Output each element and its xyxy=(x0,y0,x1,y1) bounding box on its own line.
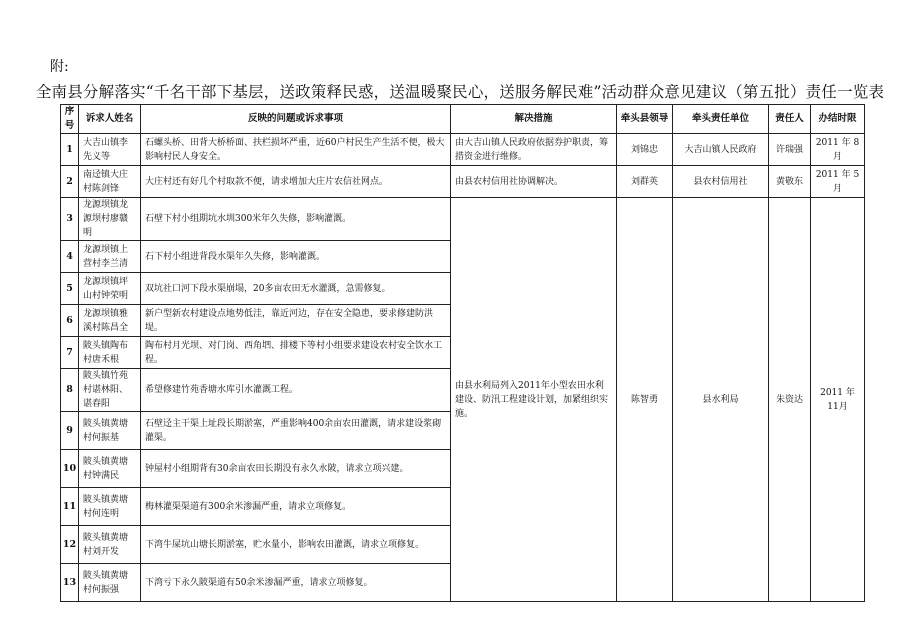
row-name: 龙源坝镇坪山村钟荣明 xyxy=(79,273,141,305)
header-person: 责任人 xyxy=(769,105,811,134)
row-name: 陂头镇竹苑村谌林阳、谌春阳 xyxy=(79,369,141,412)
row-issue: 石下村小组进背段水渠年久失修，影响灌溉。 xyxy=(141,241,451,273)
row-unit: 县水利局 xyxy=(673,198,769,602)
row-seq: 1 xyxy=(61,134,79,166)
row-issue: 下湾亏下永久陂渠道有50余米渗漏严重，请求立项修复。 xyxy=(141,564,451,602)
row-leader: 陈智勇 xyxy=(617,198,673,602)
row-issue: 下湾牛屎坑山塘长期淤塞，贮水量小，影响农田灌溉，请求立项修复。 xyxy=(141,526,451,564)
row-issue: 石壁下村小组期坑水圳300米年久失修，影响灌溉。 xyxy=(141,198,451,241)
header-name: 诉求人姓名 xyxy=(79,105,141,134)
responsibility-table xyxy=(60,104,865,602)
row-seq: 2 xyxy=(61,166,79,198)
header-leader: 牵头县领导 xyxy=(617,105,673,134)
row-issue: 大庄村还有好几个村取款不便，请求增加大庄片农信社网点。 xyxy=(141,166,451,198)
row-solution: 由县水利局列入2011年小型农田水利建设、防汛工程建设计划，加紧组织实施。 xyxy=(451,198,617,602)
row-seq: 5 xyxy=(61,273,79,305)
row-name: 陂头镇黄塘村何连明 xyxy=(79,488,141,526)
row-seq: 11 xyxy=(61,488,79,526)
row-seq: 12 xyxy=(61,526,79,564)
row-solution: 由大吉山镇人民政府依据券护职责，筹措资金进行维修。 xyxy=(451,134,617,166)
row-seq: 6 xyxy=(61,305,79,337)
row-seq: 13 xyxy=(61,564,79,602)
header-deadline: 办结时限 xyxy=(811,105,865,134)
row-person: 许瑞强 xyxy=(769,134,811,166)
row-unit: 大吉山镇人民政府 xyxy=(673,134,769,166)
row-issue: 梅林灌渠渠道有300余米渗漏严重，请求立项修复。 xyxy=(141,488,451,526)
prefix-label: 附: xyxy=(50,59,69,75)
row-deadline: 2011 年 5月 xyxy=(811,166,865,198)
row-seq: 4 xyxy=(61,241,79,273)
header-seq: 序号 xyxy=(61,105,79,134)
document-title: 全南县分解落实“千名干部下基层，送政策释民惑，送温暖聚民心，送服务解民难”活动群众意见建议（第五批）责任一览表 xyxy=(35,83,885,101)
row-seq: 3 xyxy=(61,198,79,241)
row-name: 大吉山镇李先义等 xyxy=(79,134,141,166)
row-issue: 石螺头桥、田背大桥桥面、扶栏损坏严重，近60户村民生产生活不便，极大影响村民人身安全。 xyxy=(141,134,451,166)
row-leader: 刘群英 xyxy=(617,166,673,198)
row-name: 龙源坝镇龙源坝村廖赣明 xyxy=(79,198,141,241)
row-name: 南迳镇大庄村陈剑锋 xyxy=(79,166,141,198)
row-seq: 8 xyxy=(61,369,79,412)
row-name: 龙源坝镇雅溪村陈昌全 xyxy=(79,305,141,337)
row-seq: 10 xyxy=(61,450,79,488)
table-row xyxy=(61,134,865,166)
row-issue: 双坑社口河下段水渠崩塌，20多亩农田无水灌溉，急需修复。 xyxy=(141,273,451,305)
row-name: 陂头镇黄塘村何振基 xyxy=(79,412,141,450)
row-name: 陂头镇黄塘村刘开发 xyxy=(79,526,141,564)
row-seq: 7 xyxy=(61,337,79,369)
row-issue: 陶布村月光坝、对门岗、西角垇、排楼下等村小组要求建设农村安全饮水工程。 xyxy=(141,337,451,369)
row-person: 黄敬东 xyxy=(769,166,811,198)
table-row xyxy=(61,166,865,198)
row-name: 陂头镇黄塘村钟满民 xyxy=(79,450,141,488)
row-unit: 县农村信用社 xyxy=(673,166,769,198)
row-deadline: 2011 年 11月 xyxy=(811,198,865,602)
row-issue: 钟屋村小组期背有30余亩农田长期没有永久水陂，请求立项兴建。 xyxy=(141,450,451,488)
row-person: 朱资达 xyxy=(769,198,811,602)
row-name: 陂头镇陶布村唐禾根 xyxy=(79,337,141,369)
row-solution: 由县农村信用社协调解决。 xyxy=(451,166,617,198)
row-deadline: 2011 年 8月 xyxy=(811,134,865,166)
row-name: 龙源坝镇上营村李兰清 xyxy=(79,241,141,273)
header-row xyxy=(61,105,865,134)
row-seq: 9 xyxy=(61,412,79,450)
row-name: 陂头镇黄塘村何振强 xyxy=(79,564,141,602)
row-issue: 石壁迳主干渠上址段长期淤塞，严重影响400余亩农田灌溉，请求建设浆砌灌渠。 xyxy=(141,412,451,450)
header-issue: 反映的问题或诉求事项 xyxy=(141,105,451,134)
row-issue: 希望修建竹苑香塘水库引水灌溉工程。 xyxy=(141,369,451,412)
table-row xyxy=(61,198,865,241)
row-leader: 刘锦忠 xyxy=(617,134,673,166)
row-issue: 新户型新农村建设点地势低洼，靠近河边，存在安全隐患，要求修建防洪堤。 xyxy=(141,305,451,337)
header-unit: 牵头责任单位 xyxy=(673,105,769,134)
header-solution: 解决措施 xyxy=(451,105,617,134)
